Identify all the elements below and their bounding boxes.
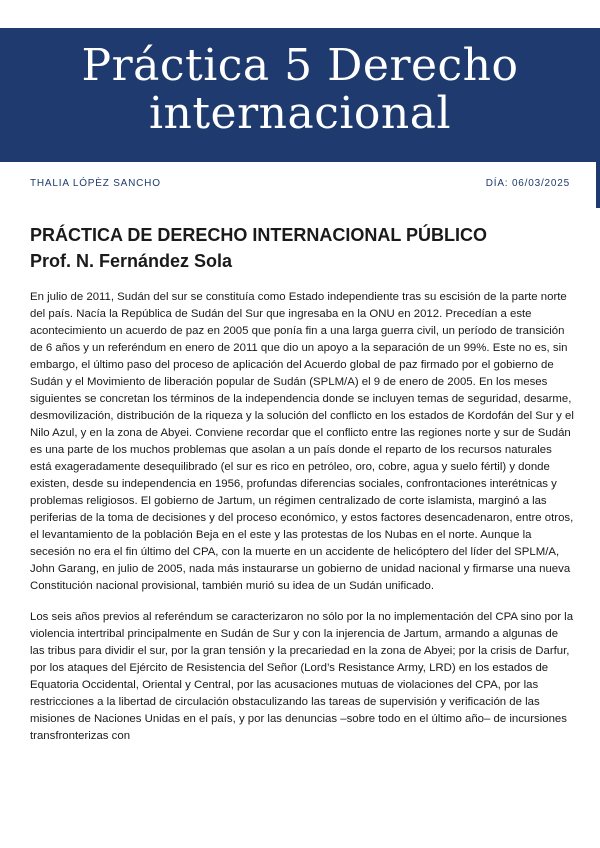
meta-row: [30, 178, 570, 192]
title-banner: [0, 28, 600, 162]
document-title-line-2: internacional: [148, 88, 452, 139]
document-title-line-1: Práctica 5 Derecho: [81, 40, 519, 91]
author-name: THALIA LÓPÈZ SANCHO: [30, 178, 161, 189]
accent-bar: [596, 162, 600, 208]
section-heading-line-2: Prof. N. Fernández Sola: [30, 251, 233, 271]
document-date: DÍA: 06/03/2025: [485, 178, 570, 189]
document-title: [0, 42, 600, 138]
body-paragraph-2: Los seis años previos al referéndum se caracterizaron no sólo por la no implementación del CPA sino por la violencia intertribal principalmente en Sudán de Sur y con la injerencia de Jartum, armando a algunas de las tribus para dividir el sur, por la gran tensión y la precariedad en la zona de Abyei; por la crisis de Darfur, por los ataques del Ejército de Resistencia del Señor (Lord’s Resistance Army, LRD) en los estados de Equatoria Occidental, Oriental y Central, por las acusaciones mutuas de violaciones del CPA, por las restricciones a la libertad de circulación obstaculizando las tareas de supervisión y verificación de las misiones de Naciones Unidas en el país, y por las denuncias –sobre todo en el último año– de incursiones transfronterizas con: [30, 611, 574, 742]
section-heading: [30, 222, 575, 274]
body-text: [30, 289, 575, 759]
body-paragraph-1: En julio de 2011, Sudán del sur se constituía como Estado independiente tras su escisión de la parte norte del país. Nacía la República de Sudán del Sur que ingresaba en la ONU en 2012. Precedían a este acontecimiento un acuerdo de paz en 2005 que ponía fin a una larga guerra civil, un período de transición de 6 años y un referéndum en enero de 2011 que dio un apoyo a la separación de un 99%. Este no es, sin embargo, el último paso del proceso de aplicación del Acuerdo global de paz firmado por el gobierno de Sudán y el Movimiento de liberación popular de Sudán (SPLM/A) el 9 de enero de 2005. En los meses siguientes se concretan los términos de la independencia donde se incluyen temas de seguridad, desarme, desmovilización, distribución de la riqueza y la solución del conflicto en los estados de Kordofán del Sur y el Nilo Azul, y en la zona de Abyei. Conviene recordar que el conflicto entre las regiones norte y sur de Sudán es una parte de los muchos problemas que asolan a un país donde el reparto de los recursos naturales está exageradamente desequilibrado (el sur es rico en petróleo, oro, cobre, agua y suelo fértil) y donde existen, desde su independencia en 1956, profundas diferencias sociales, confrontaciones interétnicas y problemas religiosos. El gobierno de Jartum, un régimen centralizado de corte islamista, marginó a las periferias de la toma de decisiones y del proceso económico, y estos factores desencadenaron, entre otros, el levantamiento de la población Beja en el este y las protestas de los Nubas en el norte. Aunque la secesión no era el fin último del CPA, con la muerte en un accidente de helicóptero del líder del SPLM/A, John Garang, en julio de 2005, nada más instaurarse un gobierno de unidad nacional y firmarse una nueva Constitución nacional provisional, también murió su idea de un Sudán unificado.: [30, 291, 574, 592]
section-heading-line-1: PRÁCTICA DE DERECHO INTERNACIONAL PÚBLICO: [30, 225, 488, 245]
